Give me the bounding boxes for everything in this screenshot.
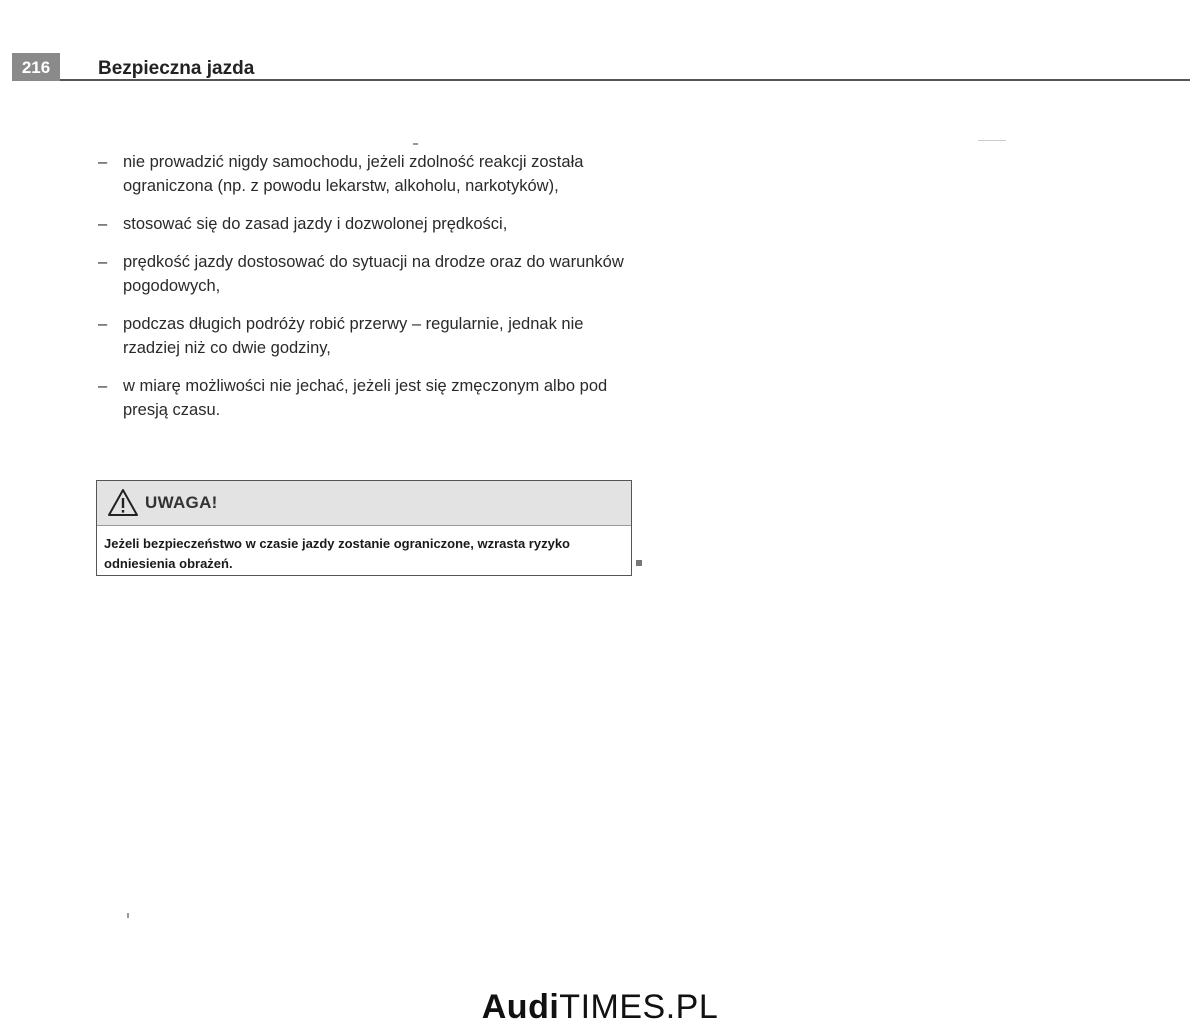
bullet-text: podczas długich podróży robić przerwy – regularnie, jednak nie rzadziej niż co dwie godziny, — [123, 315, 584, 357]
bullet-list — [98, 150, 643, 436]
warning-triangle-icon — [107, 488, 139, 518]
bullet-dash: – — [98, 215, 108, 233]
scan-speck — [127, 913, 129, 918]
bullet-text: w miarę możliwości nie jechać, jeżeli jest się zmęczonym albo pod presją czasu. — [123, 377, 608, 419]
list-item — [98, 312, 643, 360]
list-item — [98, 374, 643, 422]
bullet-dash: – — [98, 153, 108, 171]
scan-speck — [413, 143, 418, 145]
logo-suffix: TIMES.PL — [559, 988, 719, 1026]
bullet-dash: – — [98, 377, 108, 395]
warning-header — [97, 481, 631, 526]
bullet-text: nie prowadzić nigdy samochodu, jeżeli zdolność reakcji została ograniczona (np. z powodu lekarstw, alkoholu, narkotyków), — [123, 153, 584, 195]
bullet-text: prędkość jazdy dostosować do sytuacji na drodze oraz do warunków pogodowych, — [123, 253, 624, 295]
bullet-text: stosować się do zasad jazdy i dozwolonej prędkości, — [123, 215, 508, 233]
logo-brand: Audi — [481, 988, 560, 1026]
bullet-dash: – — [98, 315, 108, 333]
page-number: 216 — [12, 53, 60, 81]
list-item — [98, 150, 643, 198]
end-of-section-marker — [636, 560, 642, 566]
warning-box — [96, 480, 632, 576]
list-item — [98, 212, 643, 236]
warning-label: UWAGA! — [145, 493, 218, 512]
warning-text: Jeżeli bezpieczeństwo w czasie jazdy zostanie ograniczone, wzrasta ryzyko odniesienia obrażeń. — [104, 536, 571, 571]
footer-logo — [0, 988, 1200, 1027]
list-item — [98, 250, 643, 298]
scan-speck — [978, 140, 1006, 141]
header-divider — [60, 79, 1190, 81]
section-title: Bezpieczna jazda — [98, 58, 255, 79]
bullet-dash: – — [98, 253, 108, 271]
